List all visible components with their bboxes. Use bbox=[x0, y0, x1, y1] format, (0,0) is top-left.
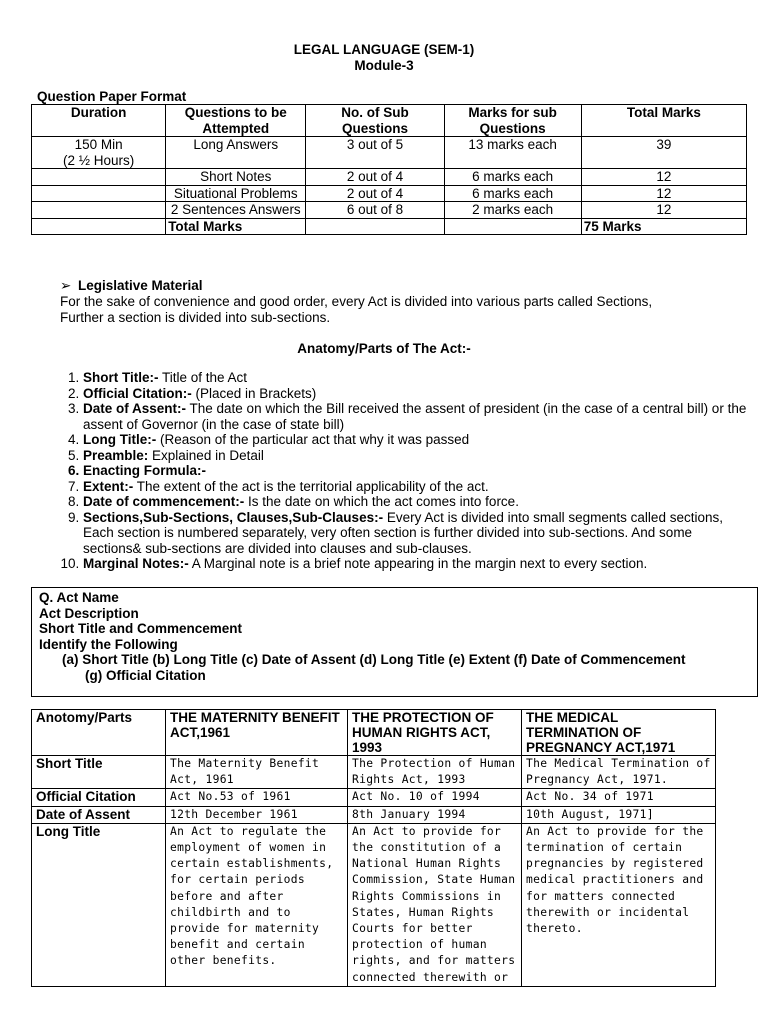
table-cell: 12th December 1961 bbox=[166, 806, 348, 823]
table-cell: Act No. 10 of 1994 bbox=[348, 789, 522, 806]
question-line: Act Description bbox=[39, 605, 139, 621]
table-cell: 12 bbox=[581, 169, 746, 186]
table-cell: Act No. 34 of 1971 bbox=[522, 789, 716, 806]
question-line: Short Title and Commencement bbox=[39, 621, 243, 636]
duration-minutes: 150 Min bbox=[74, 137, 123, 152]
table-cell: Act No.53 of 1961 bbox=[166, 789, 348, 806]
column-header: No. of Sub Questions bbox=[306, 105, 444, 137]
table-cell: Short Notes bbox=[166, 169, 306, 186]
list-item: 10. Marginal Notes:- A Marginal note is a brief note appearing in the margin next to every section. bbox=[83, 556, 753, 572]
paragraph-line: For the sake of convenience and good order, every Act is divided into various parts called Sections, bbox=[60, 294, 653, 309]
table-header-row bbox=[32, 710, 716, 756]
list-item: 8. Date of commencement:- Is the date on which the act comes into force. bbox=[83, 494, 753, 510]
row-label: Long Title bbox=[32, 823, 166, 986]
total-value: 75 Marks bbox=[581, 218, 746, 235]
total-row bbox=[32, 218, 747, 235]
table-cell: 2 out of 4 bbox=[306, 185, 444, 202]
table-cell: 12 bbox=[581, 185, 746, 202]
table-cell: An Act to provide for the constitution of a National Human Rights Commission, State Human Rights Commissions in States, Human Rights Courts for better protection of human rights, and for matters connected therewith or bbox=[348, 823, 522, 986]
module-label: Module-3 bbox=[354, 58, 414, 73]
table-cell: An Act to regulate the employment of women in certain establishments, for certain periods before and after childbirth and to provide for maternity benefit and certain other benefits. bbox=[166, 823, 348, 986]
table-cell: 6 marks each bbox=[444, 185, 581, 202]
table-header-row bbox=[32, 105, 747, 137]
table-row bbox=[32, 756, 716, 789]
list-item: 5. Preamble: Explained in Detail bbox=[83, 448, 753, 464]
question-paper-heading: Question Paper Format bbox=[37, 89, 187, 104]
duration-cell bbox=[32, 137, 166, 169]
column-header: Marks for sub Questions bbox=[444, 105, 581, 137]
table-cell: The Maternity Benefit Act, 1961 bbox=[166, 756, 348, 789]
table-row bbox=[32, 806, 716, 823]
question-box bbox=[31, 587, 758, 697]
table-cell: The Protection of Human Rights Act, 1993 bbox=[348, 756, 522, 789]
total-label: Total Marks bbox=[166, 218, 306, 235]
table-row bbox=[32, 823, 716, 986]
list-item: 1. Short Title:- Title of the Act bbox=[83, 370, 753, 386]
column-header: Duration bbox=[32, 105, 166, 137]
acts-comparison-table bbox=[31, 709, 716, 987]
table-row bbox=[32, 789, 716, 806]
paragraph-line: Further a section is divided into sub-sections. bbox=[60, 310, 331, 325]
question-line: (a) Short Title (b) Long Title (c) Date of Assent (d) Long Title (e) Extent (f) Date of Commencement bbox=[62, 652, 686, 667]
table-cell: An Act to provide for the termination of certain pregnancies by registered medical practitioners and for matters connected therewith or incidental thereto. bbox=[522, 823, 716, 986]
table-cell: The Medical Termination of Pregnancy Act, 1971. bbox=[522, 756, 716, 789]
legislative-heading: Legislative Material bbox=[78, 278, 203, 293]
list-item: 7. Extent:- The extent of the act is the territorial applicability of the act. bbox=[83, 479, 753, 495]
table-cell: 2 marks each bbox=[444, 202, 581, 219]
table-row bbox=[32, 137, 747, 169]
table-cell: Long Answers bbox=[166, 137, 306, 169]
list-item: 3. Date of Assent:- The date on which the Bill received the assent of president (in the case of a central bill) or the assent of Governor (in the case of state bill) bbox=[83, 401, 753, 432]
column-header: Anotomy/Parts bbox=[32, 710, 166, 756]
question-line: (g) Official Citation bbox=[85, 667, 206, 683]
table-row bbox=[32, 169, 747, 186]
question-paper-table bbox=[31, 104, 747, 235]
table-cell: 6 out of 8 bbox=[306, 202, 444, 219]
table-cell: Situational Problems bbox=[166, 185, 306, 202]
table-cell: 39 bbox=[581, 137, 746, 169]
legislative-text bbox=[60, 294, 740, 326]
table-row bbox=[32, 185, 747, 202]
table-row bbox=[32, 202, 747, 219]
question-line: Identify the Following bbox=[39, 636, 178, 652]
list-item: 6. Enacting Formula:- bbox=[83, 463, 753, 479]
row-label: Date of Assent bbox=[32, 806, 166, 823]
anatomy-heading: Anatomy/Parts of The Act:- bbox=[297, 341, 471, 356]
duration-hours: (2 ½ Hours) bbox=[62, 152, 135, 168]
legislative-heading-line bbox=[60, 278, 740, 294]
list-item: 9. Sections,Sub-Sections, Clauses,Sub-Clauses:- Every Act is divided into small segments called sections, Each section is numbered separately, very often section is further divided into sub-sections. And some sections& sub-sections are divided into clauses and sub-clauses. bbox=[83, 510, 753, 557]
row-label: Official Citation bbox=[32, 789, 166, 806]
table-cell: 10th August, 1971] bbox=[522, 806, 716, 823]
list-item: 2. Official Citation:- (Placed in Brackets) bbox=[83, 386, 753, 402]
column-header: THE MEDICAL TERMINATION OF PREGNANCY ACT,1971 bbox=[522, 710, 716, 756]
document-title: LEGAL LANGUAGE (SEM-1) bbox=[293, 42, 475, 57]
anatomy-list bbox=[57, 370, 753, 572]
table-cell: 3 out of 5 bbox=[306, 137, 444, 169]
document-header bbox=[0, 42, 768, 74]
table-cell: 13 marks each bbox=[444, 137, 581, 169]
column-header: Questions to be Attempted bbox=[166, 105, 306, 137]
table-cell: 8th January 1994 bbox=[348, 806, 522, 823]
table-cell: 2 Sentences Answers bbox=[166, 202, 306, 219]
column-header: THE PROTECTION OF HUMAN RIGHTS ACT, 1993 bbox=[348, 710, 522, 756]
arrow-bullet-icon: ➢ bbox=[60, 278, 72, 293]
question-line: Q. Act Name bbox=[39, 590, 119, 605]
row-label: Short Title bbox=[32, 756, 166, 789]
list-item: 4. Long Title:- (Reason of the particular act that why it was passed bbox=[83, 432, 753, 448]
column-header: THE MATERNITY BENEFIT ACT,1961 bbox=[166, 710, 348, 756]
table-cell: 12 bbox=[581, 202, 746, 219]
table-cell: 6 marks each bbox=[444, 169, 581, 186]
table-cell: 2 out of 4 bbox=[306, 169, 444, 186]
column-header: Total Marks bbox=[581, 105, 746, 137]
